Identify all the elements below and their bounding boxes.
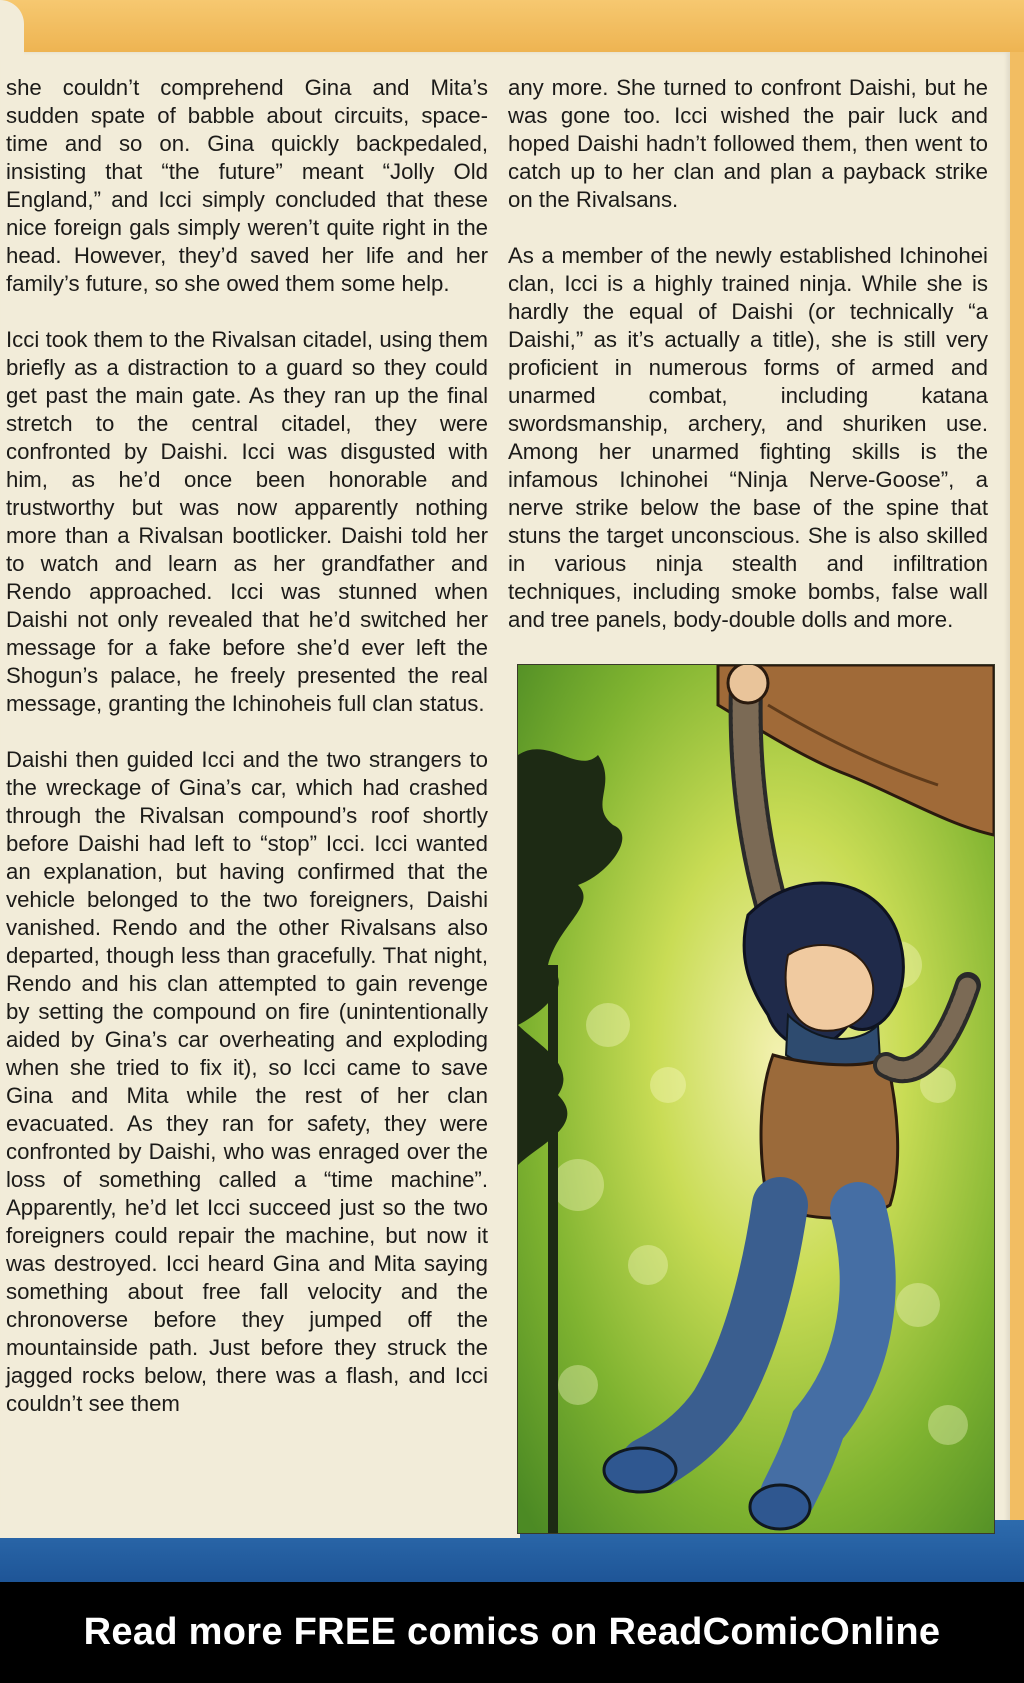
paragraph: she couldn’t comprehend Gina and Mita’s sudden spate of babble about circuits, space-time and so on. Gina quickly backpedaled, insisting that “the future” meant “Jolly Old England,” and Icci simply concluded that these nice foreign gals simply weren’t quite right in the head. However, they’d saved her life and her family’s future, so she owed them some help.: [6, 75, 488, 296]
left-text-column: [6, 74, 488, 1446]
right-text-column: [508, 74, 988, 662]
paragraph: any more. She turned to confront Daishi, but he was gone too. Icci wished the pair luck and hoped Daishi hadn’t followed them, then went to catch up to her clan and plan a payback strike on the Rivalsans.: [508, 75, 988, 212]
left-boot: [604, 1448, 676, 1492]
ninja-illustration-svg: [518, 665, 994, 1533]
paragraph: Daishi then guided Icci and the two strangers to the wreckage of Gina’s car, which had crashed through the Rivalsan compound’s roof shortly before Daishi had left to “stop” Icci. Icci wanted an explanation, but having confirmed that the vehicle belonged to the two foreigners, Daishi vanished. Rendo and the other Rivalsans also departed, though less than gracefully. That night, Rendo and his clan attempted to gain revenge by setting the compound on fire (unintentionally aided by Gina’s car overheating and exploding when she tried to fix it), so Icci came to save Gina and Mita while the rest of her clan evacuated. As they ran for safety, they were confronted by Daishi, who was enraged over the loss of something called a “time machine”. Apparently, he’d let Icci succeed just so the two foreigners could repair the machine, but now it was destroyed. Icci heard Gina and Mita saying something about free fall velocity and the chronoverse before they jumped off the mountainside path. Just before they struck the jagged rocks below, there was a flash, and Icci couldn’t see them: [6, 747, 488, 1416]
hand: [728, 665, 768, 703]
paragraph: As a member of the newly established Ichinohei clan, Icci is a highly trained ninja. While she is hardly the equal of Daishi (or technically “a Daishi,” as it’s actually a title), she is still very proficient in numerous forms of armed and unarmed combat, including katana swordsmanship, archery, and shuriken use. Among her unarmed fighting skills is the infamous Ichinohei “Ninja Nerve-Goose”, a nerve strike below the base of the spine that stuns the target unconscious. She is also skilled in various ninja stealth and infiltration techniques, including smoke bombs, false wall and tree panels, body-double dolls and more.: [508, 243, 988, 632]
footer-text[interactable]: Read more FREE comics on ReadComicOnline: [83, 1611, 941, 1653]
paragraph: Icci took them to the Rivalsan citadel, using them briefly as a distraction to a guard so they could get past the main gate. As they ran up the final stretch to the central citadel, they were confronted by Daishi. Icci was disgusted with him, as he’d once been honorable and trustworthy but was now apparently nothing more than a Rivalsan bootlicker. Daishi told her to watch and learn as her grandfather and Rendo approached. Icci was stunned when Daishi not only revealed that he’d switched her message for a fake before she’d ever left the Shogun’s palace, he freely presented the real message, granting the Ichinoheis full clan status.: [6, 327, 488, 716]
folder-tab: [0, 0, 1024, 52]
right-boot: [750, 1485, 810, 1529]
footer-banner: [0, 1582, 1024, 1683]
paper-bottom-tab: [0, 1520, 520, 1538]
ninja-illustration: [517, 664, 995, 1534]
face: [786, 945, 874, 1031]
